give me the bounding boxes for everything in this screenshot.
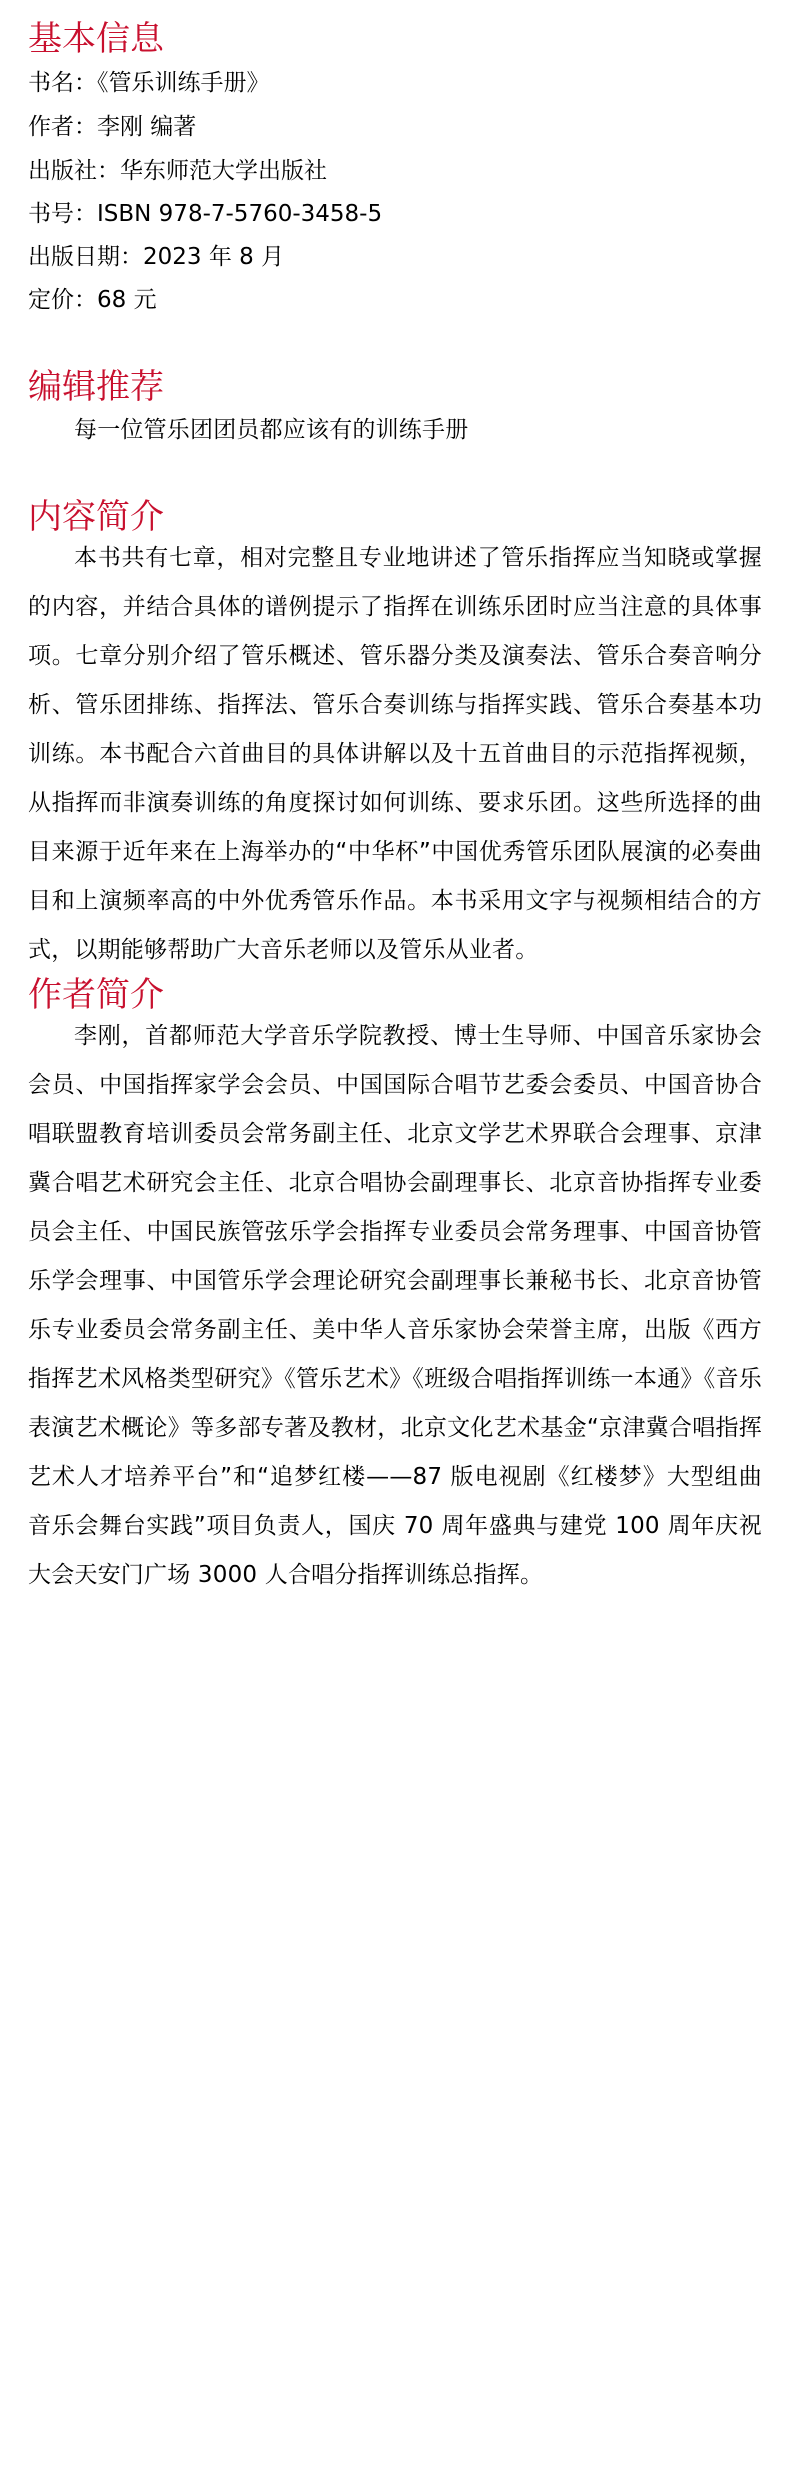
basic-info-heading: 基本信息 bbox=[28, 19, 164, 59]
editor-recommend-text: 每一位管乐团团员都应该有的训练手册 bbox=[74, 417, 469, 443]
book-title-line: 书名：《管乐训练手册》 bbox=[28, 70, 270, 96]
author-intro-heading: 作者简介 bbox=[28, 975, 164, 1015]
pub-date-line: 出版日期：2023 年 8 月 bbox=[28, 244, 285, 270]
price-line: 定价：68 元 bbox=[28, 287, 157, 313]
editor-recommend-heading: 编辑推荐 bbox=[28, 367, 164, 407]
isbn-line: 书号：ISBN 978-7-5760-3458-5 bbox=[28, 201, 383, 227]
content-intro-heading: 内容简介 bbox=[28, 497, 164, 537]
content-intro-text: 本书共有七章，相对完整且专业地讲述了管乐指挥应当知晓或掌握的内容，并结合具体的谱例提示了指挥在训练乐团时应当注意的具体事项。七章分别介绍了管乐概述、管乐器分类及演奏法、管乐合奏音响分析、管乐团排练、指挥法、管乐合奏训练与指挥实践、管乐合奏基本功训练。本书配合六首曲目的具体讲解以及十五首曲目的示范指挥视频，从指挥而非演奏训练的角度探讨如何训练、要求乐团。这些所选择的曲目来源于近年来在上海举办的“中华杯”中国优秀管乐团队展演的必奏曲目和上演频率高的中外优秀管乐作品。本书采用文字与视频相结合的方式，以期能够帮助广大音乐老师以及管乐从业者。 bbox=[28, 545, 762, 963]
publisher-line: 出版社：华东师范大学出版社 bbox=[28, 158, 327, 184]
author-intro-text: 李刚，首都师范大学音乐学院教授、博士生导师、中国音乐家协会会员、中国指挥家学会会员、中国国际合唱节艺委会委员、中国音协合唱联盟教育培训委员会常务副主任、北京文学艺术界联合会理事、京津冀合唱艺术研究会主任、北京合唱协会副理事长、北京音协指挥专业委员会主任、中国民族管弦乐学会指挥专业委员会常务理事、中国音协管乐学会理事、中国管乐学会理论研究会副理事长兼秘书长、北京音协管乐专业委员会常务副主任、美中华人音乐家协会荣誉主席，出版《西方指挥艺术风格类型研究》《管乐艺术》《班级合唱指挥训练一本通》《音乐表演艺术概论》等多部专著及教材，北京文化艺术基金“京津冀合唱指挥艺术人才培养平台”和“追梦红楼——87 版电视剧《红楼梦》大型组曲音乐会舞台实践”项目负责人，国庆 70 周年盛典与建党 100 周年庆祝大会天安门广场 3000 人合唱分指挥训练总指挥。 bbox=[28, 1023, 762, 1588]
author-line: 作者：李刚 编著 bbox=[28, 114, 197, 140]
